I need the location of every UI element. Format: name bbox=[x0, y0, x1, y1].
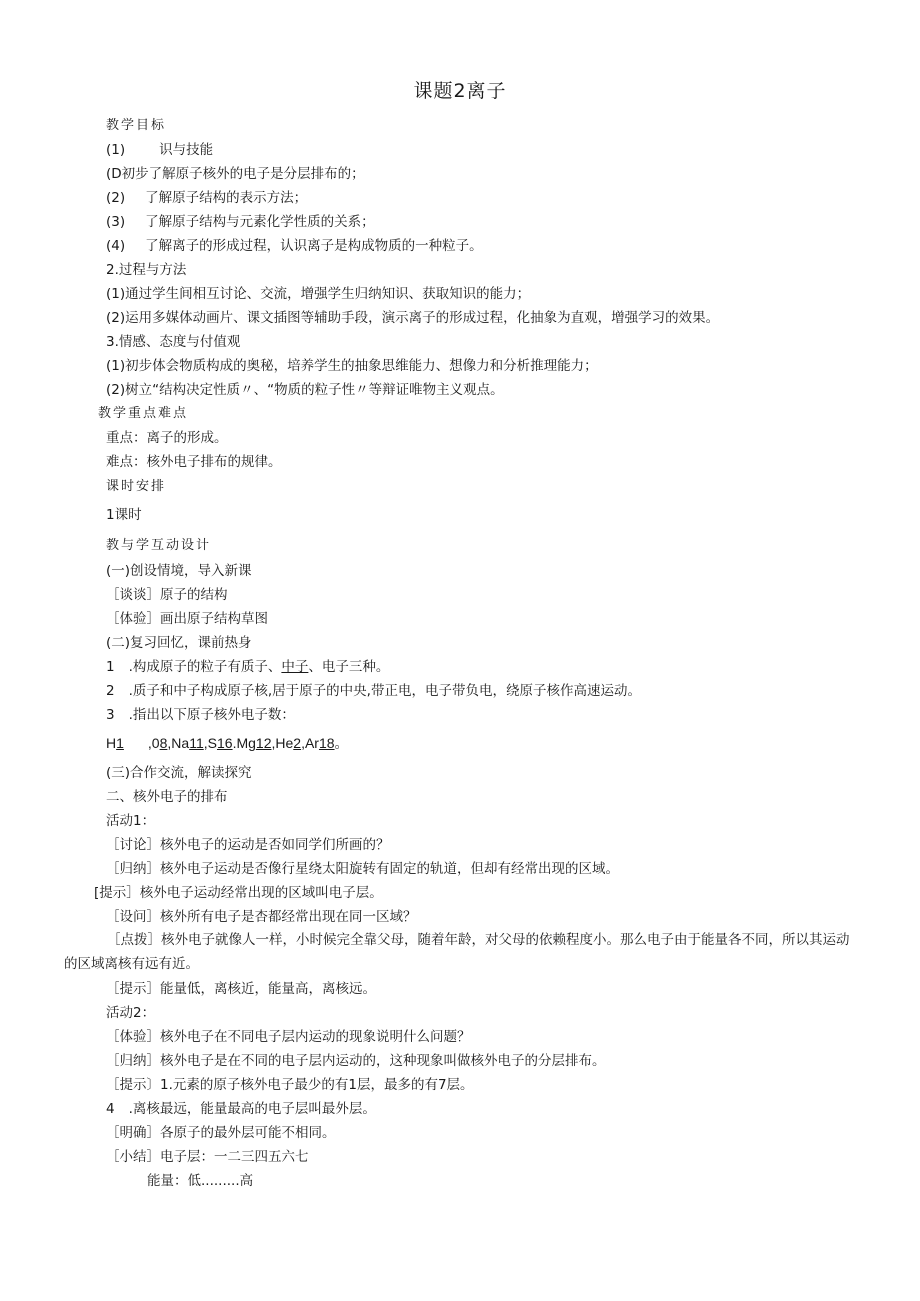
activity-1-hint: [提示］核外电子运动经常出现的区域叫电子层。 bbox=[94, 885, 383, 901]
review-question-2 bbox=[106, 681, 641, 701]
question-1-prefix: .构成原子的粒子有质子、 bbox=[128, 659, 282, 675]
goal-3-2: (2)树立“结构决定性质〃、“物质的粒子性〃等辩证唯物主义观点。 bbox=[106, 382, 504, 398]
goal-1-number: (1) bbox=[106, 142, 126, 158]
goal-1-1: (D初步了解原子核外的电子是分层排布的； bbox=[106, 166, 365, 182]
point-4-number: 4 bbox=[106, 1101, 115, 1117]
goal-2: 2.过程与方法 bbox=[106, 262, 187, 278]
review-question-3 bbox=[106, 705, 295, 725]
energy-scale: 能量：低.........高 bbox=[147, 1173, 254, 1189]
section-3-subtitle: 二、核外电子的排布 bbox=[106, 789, 228, 805]
activity-2-clarify: ［明确］各原子的最外层可能不相同。 bbox=[106, 1125, 336, 1141]
activity-2-summary: ［归纳］核外电子是在不同的电子层内运动的，这种现象叫做核外电子的分层排布。 bbox=[106, 1053, 606, 1069]
section-1-title: (一)创设情境，导入新课 bbox=[106, 563, 252, 579]
question-3-number: 3 bbox=[106, 707, 115, 723]
schedule-heading: 课时安排 bbox=[106, 479, 167, 494]
page-title: 课题2离子 bbox=[413, 80, 507, 102]
goal-2-1: (1)通过学生间相互讨论、交流，增强学生归纳知识、获取知识的能力； bbox=[106, 286, 531, 302]
goal-1-2-number: (2) bbox=[106, 190, 126, 206]
goal-1-text: 识与技能 bbox=[159, 142, 214, 158]
element-ar: ,Ar bbox=[301, 735, 319, 751]
activity-2-experience: ［体验］核外电子在不同电子层内运动的现象说明什么问题？ bbox=[106, 1029, 471, 1045]
schedule-value: 1课时 bbox=[106, 507, 142, 523]
question-2-text: .质子和中子构成原子核,居于原子的中央,带正电，电子带负电，绕原子核作高速运动。 bbox=[128, 683, 641, 699]
activity-2-label: 活动2： bbox=[106, 1005, 156, 1021]
goal-1-2-text: 了解原子结构的表示方法； bbox=[145, 190, 308, 206]
element-he: ,He bbox=[271, 735, 294, 751]
goal-2-2: (2)运用多媒体动画片、课文插图等辅助手段，演示离子的形成过程，化抽象为直观，增强学习的效果。 bbox=[106, 310, 720, 326]
section-3-title: (三)合作交流，解读探究 bbox=[106, 765, 252, 781]
question-3-text: .指出以下原子核外电子数： bbox=[128, 707, 295, 723]
section-1-experience: ［体验］画出原子结构草图 bbox=[106, 611, 268, 627]
goal-1-4-line bbox=[106, 236, 483, 256]
goal-3: 3.情感、态度与付值观 bbox=[106, 334, 241, 350]
goal-1-4-number: (4) bbox=[106, 238, 126, 254]
goal-1-3-number: (3) bbox=[106, 214, 126, 230]
goal-3-1: (1)初步体会物质构成的奥秘，培养学生的抽象思维能力、想像力和分析推理能力； bbox=[106, 358, 598, 374]
goal-1-4-text: 了解离子的形成过程，认识离子是构成物质的一种粒子。 bbox=[145, 238, 483, 254]
question-1-number: 1 bbox=[106, 659, 115, 675]
element-na: ,Na bbox=[167, 735, 190, 751]
element-o: ,0 bbox=[147, 735, 160, 751]
goal-1-line bbox=[106, 140, 213, 160]
question-2-number: 2 bbox=[106, 683, 115, 699]
key-point: 重点：离子的形成。 bbox=[106, 430, 228, 446]
activity-1-hint-2: ［提示］能量低，离核近，能量高，离核远。 bbox=[106, 981, 376, 997]
element-ar-value: 18 bbox=[318, 735, 335, 751]
element-h: H bbox=[106, 735, 117, 751]
question-1-suffix: 、电子三种。 bbox=[308, 659, 390, 675]
element-h-value: 1 bbox=[116, 735, 124, 751]
element-mg-value: 12 bbox=[255, 735, 272, 751]
activity-2-point-4 bbox=[106, 1099, 376, 1119]
goal-1-2-line bbox=[106, 188, 307, 208]
activity-1-question: ［设问］核外所有电子是杏都经常出现在同一区域？ bbox=[106, 909, 417, 925]
activity-1-discussion: ［讨论］核外电子的运动是否如同学们所画的？ bbox=[106, 837, 390, 853]
key-points-heading: 教学重点难点 bbox=[98, 406, 189, 421]
goal-1-3-line bbox=[106, 212, 375, 232]
difficult-point: 难点：核外电子排布的规律。 bbox=[106, 454, 282, 470]
point-4-text: .离核最远，能量最高的电子层叫最外层。 bbox=[128, 1101, 376, 1117]
element-mg: .Mg bbox=[232, 735, 256, 751]
section-2-title: (二)复习回忆，课前热身 bbox=[106, 635, 252, 651]
element-o-value: 8 bbox=[159, 735, 168, 751]
section-1-talk: ［谈谈］原子的结构 bbox=[106, 587, 228, 603]
element-na-value: 11 bbox=[189, 735, 204, 751]
review-question-1 bbox=[106, 657, 389, 677]
element-he-value: 2 bbox=[293, 735, 302, 751]
electron-count-answers bbox=[106, 733, 349, 753]
activity-1-guidance: ［点拨］核外电子就像人一样，小时候完全靠父母，随着年龄，对父母的依赖程度小。那么电子由于能量各不同，所以其运动的区域离核有远有近。 bbox=[64, 932, 850, 972]
element-s: ,S bbox=[203, 735, 217, 751]
goals-heading: 教学目标 bbox=[106, 118, 167, 133]
goal-1-3-text: 了解原子结构与元素化学性质的关系； bbox=[145, 214, 375, 230]
activity-2-hint: ［提示〕1.元素的原子核外电子最少的有1层，最多的有7层。 bbox=[106, 1077, 474, 1093]
activity-1-label: 活动1： bbox=[106, 813, 156, 829]
design-heading: 教与学互动设计 bbox=[106, 538, 212, 553]
activity-1-summary: ［归纳］核外电子运动是否像行星绕太阳旋转有固定的轨道，但却有经常出现的区域。 bbox=[106, 861, 619, 877]
question-1-answer: 中子 bbox=[281, 659, 309, 675]
element-s-value: 16 bbox=[216, 735, 233, 751]
chem-line-end: 。 bbox=[334, 735, 349, 751]
activity-2-conclusion: ［小结］电子层：一二三四五六七 bbox=[106, 1149, 309, 1165]
